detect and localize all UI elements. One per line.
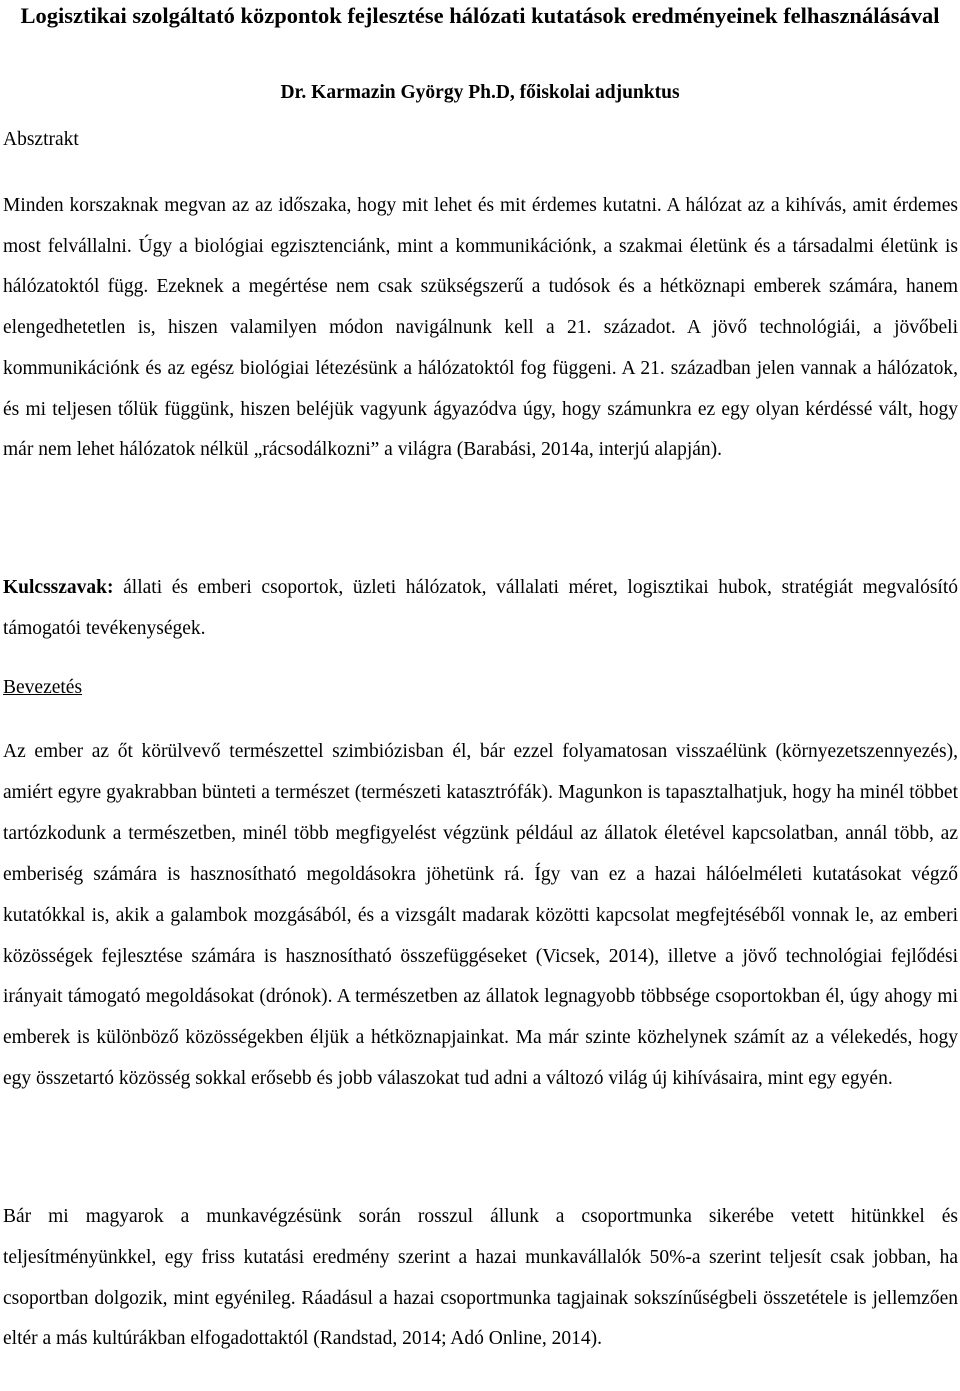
paper-title: Logisztikai szolgáltató központok fejlesztése hálózati kutatások eredményeinek felhasználásával bbox=[20, 3, 940, 28]
abstract-heading: Absztrakt bbox=[3, 129, 79, 150]
introduction-paragraph-2: Bár mi magyarok a munkavégzésünk során rosszul állunk a csoportmunka sikerébe vetett hitünkkel és teljesítményünkkel, egy friss kutatási eredmény szerint a hazai munkavállalók 50%-a szerint teljesít csak jobban, ha csoportban dolgozik, mint egyénileg. Ráadásul a hazai csoportmunka tagjainak sokszínűségbeli összetétele is jellemzően eltér a más kultúrákban elfogadottaktól (Randstad, 2014; Adó Online, 2014). bbox=[3, 1206, 958, 1350]
keywords-text: állati és emberi csoportok, üzleti hálózatok, vállalati méret, logisztikai hubok, stratégiát megvalósító támogatói tevékenységek. bbox=[3, 577, 958, 639]
introduction-paragraph-1: Az ember az őt körülvevő természettel szimbiózisban él, bár ezzel folyamatosan visszaélünk (környezetszennyezés), amiért egyre gyakrabban bünteti a természet (természeti katasztrófák). Magunkon is tapasztalhatjuk, hogy ha minél többet tartózkodunk a természetben, minél több megfigyelést végzünk például az állatok életével kapcsolatban, annál több, az emberiség számára is hasznosítható megoldásokra jöhetünk rá. Így van ez a hazai hálóelméleti kutatásokat végző kutatókkal is, akik a galambok mozgásából, és a vizsgált madarak közötti kapcsolat megfejtéséből vonnak le, az emberi közösségek fejlesztése számára is hasznosítható összefüggéseket (Vicsek, 2014), illetve a jövő technológiai fejlődési irányait támogató megoldásokat (drónok). A természetben az állatok legnagyobb többsége csoportokban él, úgy ahogy mi emberek is különböző közösségekben éljük a hétköznapjainkat. Ma már szinte közhelynek számít az a vélekedés, hogy egy összetartó közösség sokkal erősebb és jobb válaszokat tud adni a változó világ új kihívásaira, mint egy egyén. bbox=[3, 741, 958, 1090]
keywords-paragraph bbox=[3, 568, 958, 649]
author-line: Dr. Karmazin György Ph.D, főiskolai adjunktus bbox=[280, 82, 680, 103]
introduction-heading: Bevezetés bbox=[3, 677, 83, 698]
abstract-paragraph: Minden korszaknak megvan az az időszaka, hogy mit lehet és mit érdemes kutatni. A hálózat az a kihívás, amit érdemes most felvállalni. Úgy a biológiai egzisztenciánk, mint a kommunikációnk, a szakmai életünk és a társadalmi életünk is hálózatoktól függ. Ezeknek a megértése nem csak szükségszerű a tudósok és a hétköznapi emberek számára, hanem elengedhetetlen is, hiszen valamilyen módon navigálnunk kell a 21. századot. A jövő technológiái, a jövőbeli kommunikációnk és az egész biológiai létezésünk a hálózatoktól fog függeni. A 21. században jelen vannak a hálózatok, és mi teljesen tőlük függünk, hiszen beléjük vagyunk ágyazódva úgy, hogy számunkra ez egy olyan kérdéssé vált, hogy már nem lehet hálózatok nélkül „rácsodálkozni” a világra (Barabási, 2014a, interjú alapján). bbox=[3, 195, 958, 461]
keywords-label: Kulcsszavak: bbox=[3, 577, 114, 598]
